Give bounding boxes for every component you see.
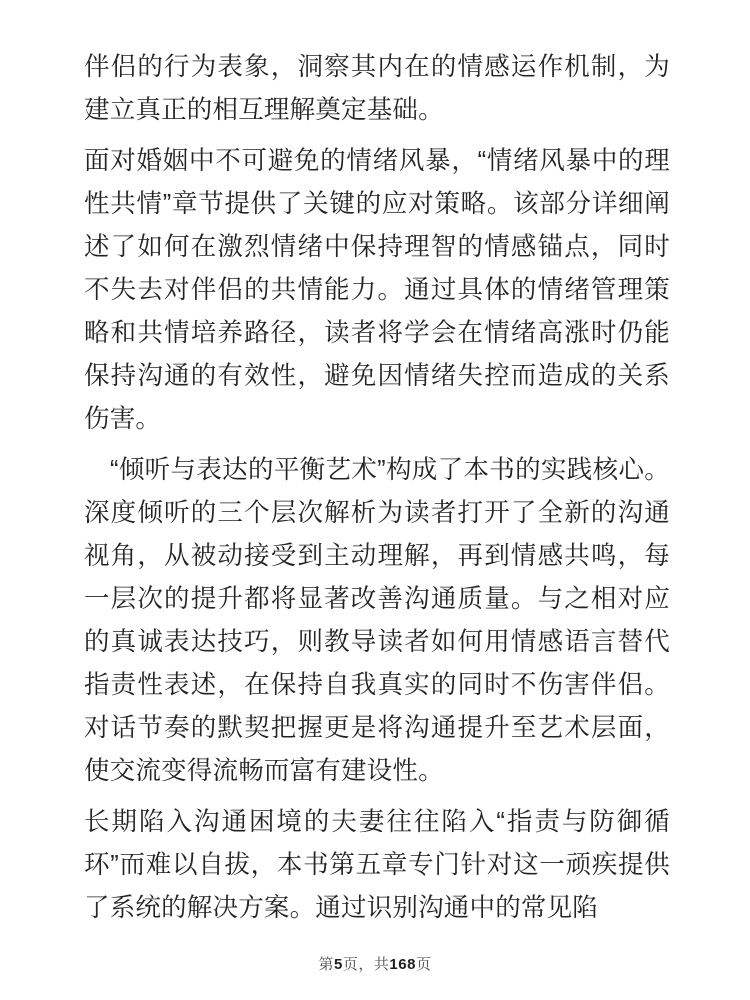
paragraph: 面对婚姻中不可避免的情绪风暴，“情绪风暴中的理性共情”章节提供了关键的应对策略。该部分详细阐述了如何在激烈情绪中保持理智的情感锚点，同时不失去对伴侣的共情能力。通过具体的情绪管理策略和共情培养路径，读者将学会在情绪高涨时仍能保持沟通的有效性，避免因情绪失控而造成的关系伤害。 <box>84 147 670 433</box>
page-body <box>84 46 670 930</box>
page-footer <box>0 953 750 974</box>
footer-total-pages: 168 <box>389 956 416 973</box>
footer-prefix: 第 <box>318 956 335 973</box>
footer-current-page: 5 <box>334 956 343 973</box>
paragraph: 长期陷入沟通困境的夫妻往往陷入“指责与防御循环”而难以自拔，本书第五章专门针对这一顽疾提供了系统的解决方案。通过识别沟通中的常见陷 <box>84 808 670 922</box>
footer-middle: 页，共 <box>342 956 390 973</box>
paragraph: 伴侣的行为表象，洞察其内在的情感运作机制，为建立真正的相互理解奠定基础。 <box>84 53 670 124</box>
paragraph: “倾听与表达的平衡艺术”构成了本书的实践核心。深度倾听的三个层次解析为读者打开了全新的沟通视角，从被动接受到主动理解，再到情感共鸣，每一层次的提升都将显著改善沟通质量。与之相对应的真诚表达技巧，则教导读者如何用情感语言替代指责性表述，在保持自我真实的同时不伤害伴侣。对话节奏的默契把握更是将沟通提升至艺术层面，使交流变得流畅而富有建设性。 <box>84 456 670 785</box>
footer-suffix: 页 <box>415 956 432 973</box>
